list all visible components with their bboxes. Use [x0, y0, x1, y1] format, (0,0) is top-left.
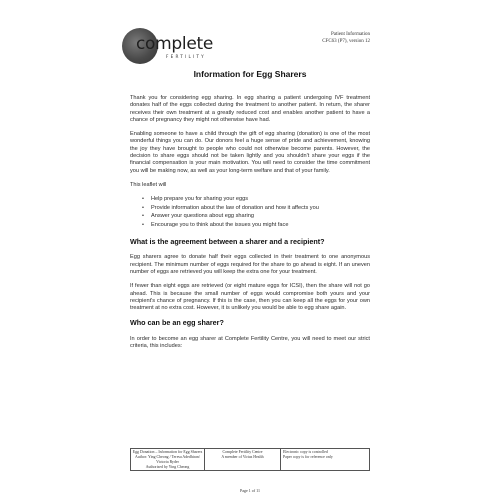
list-item: • Encourage you to think about the issues you might face	[142, 222, 370, 229]
leaflet-goals-list	[142, 196, 370, 229]
footer-org-name: Complete Fertility Centre	[222, 449, 263, 454]
leaflet-intro: This leaflet will	[130, 181, 167, 188]
eligibility-paragraph: In order to become an egg sharer at Complete Fertility Centre, you will need to meet our strict criteria, this includes:	[130, 335, 370, 349]
footer-author: Author: Ying Cheong / Teresa Adedhiran/ Victoria Ryder	[135, 454, 200, 464]
list-item: • Help prepare you for sharing your eggs	[142, 196, 370, 203]
document-body	[130, 95, 370, 357]
logo-wordmark: complete	[136, 34, 214, 54]
agreement-paragraph-1: Egg sharers agree to donate half their eggs collected in their treatment to one anonymous recipient. The minimum number of eggs required for the share to go ahead is eight. If an uneven number of eggs are retrieved you will keep the extra one for your treatment.	[130, 254, 370, 275]
list-item: • Answer your questions about egg sharing	[142, 213, 370, 220]
eligibility-heading: Who can be an egg sharer?	[130, 318, 224, 328]
footer-organisation	[205, 449, 281, 471]
clinic-logo	[122, 28, 212, 64]
meta-line-2: CFC63 (P7), version 12	[322, 38, 370, 44]
footer-table	[130, 448, 370, 471]
footer-copy-control	[281, 449, 370, 471]
list-item: • Provide information about the law of donation and how it affects you	[142, 205, 370, 212]
page-title: Information for Egg Sharers	[193, 69, 307, 79]
footer-document-info	[131, 449, 205, 471]
footer-doc-title: Egg Donation – Information for Egg Sharers	[132, 449, 203, 454]
footer-control-line-2: Paper copy is for reference only	[283, 454, 333, 459]
intro-paragraph: Thank you for considering egg sharing. In egg sharing a patient undergoing IVF treatment donates half of the eggs collected during the treatment to another patient. In return, the sharer receives their own treatment at a greatly reduced cost and enables another patient to have a chance of pregnancy they might not otherwise have had.	[130, 95, 370, 123]
footer-authoriser: Authorised by Ying Cheong	[145, 464, 190, 469]
footer-org-parent: A member of Virtus Health	[221, 454, 264, 459]
motivation-paragraph: Enabling someone to have a child through the gift of egg sharing (donation) is one of the most wonderful things you can do. Our donors feel a huge sense of pride and achievement, knowing the joy they have brought to people who could not otherwise become parents. However, the decision to share eggs should not be taken lightly and you shouldn't share your eggs if the financial compensation is your main motivation. You will need to consider the time commitment you will be making now, as well as your long-term welfare and that of your family.	[130, 131, 370, 174]
logo-subtitle: FERTILITY	[166, 54, 206, 59]
page-number: Page 1 of 11	[240, 488, 260, 493]
agreement-paragraph-2: If fewer than eight eggs are retrieved (or eight mature eggs for ICSI), then the share will not go ahead. This is because the small number of eggs would compromise both yours and your recipient's chance of pregnancy. If this is the case, then you can keep all the eggs for your own treatment at no extra cost. However, it is unlikely you would be able to egg share again.	[130, 283, 370, 312]
document-reference	[322, 32, 370, 45]
meta-line-1: Patient Information	[330, 32, 370, 37]
footer-control-line-1: Electronic copy is controlled	[283, 449, 328, 454]
agreement-heading: What is the agreement between a sharer and a recipient?	[130, 237, 325, 247]
